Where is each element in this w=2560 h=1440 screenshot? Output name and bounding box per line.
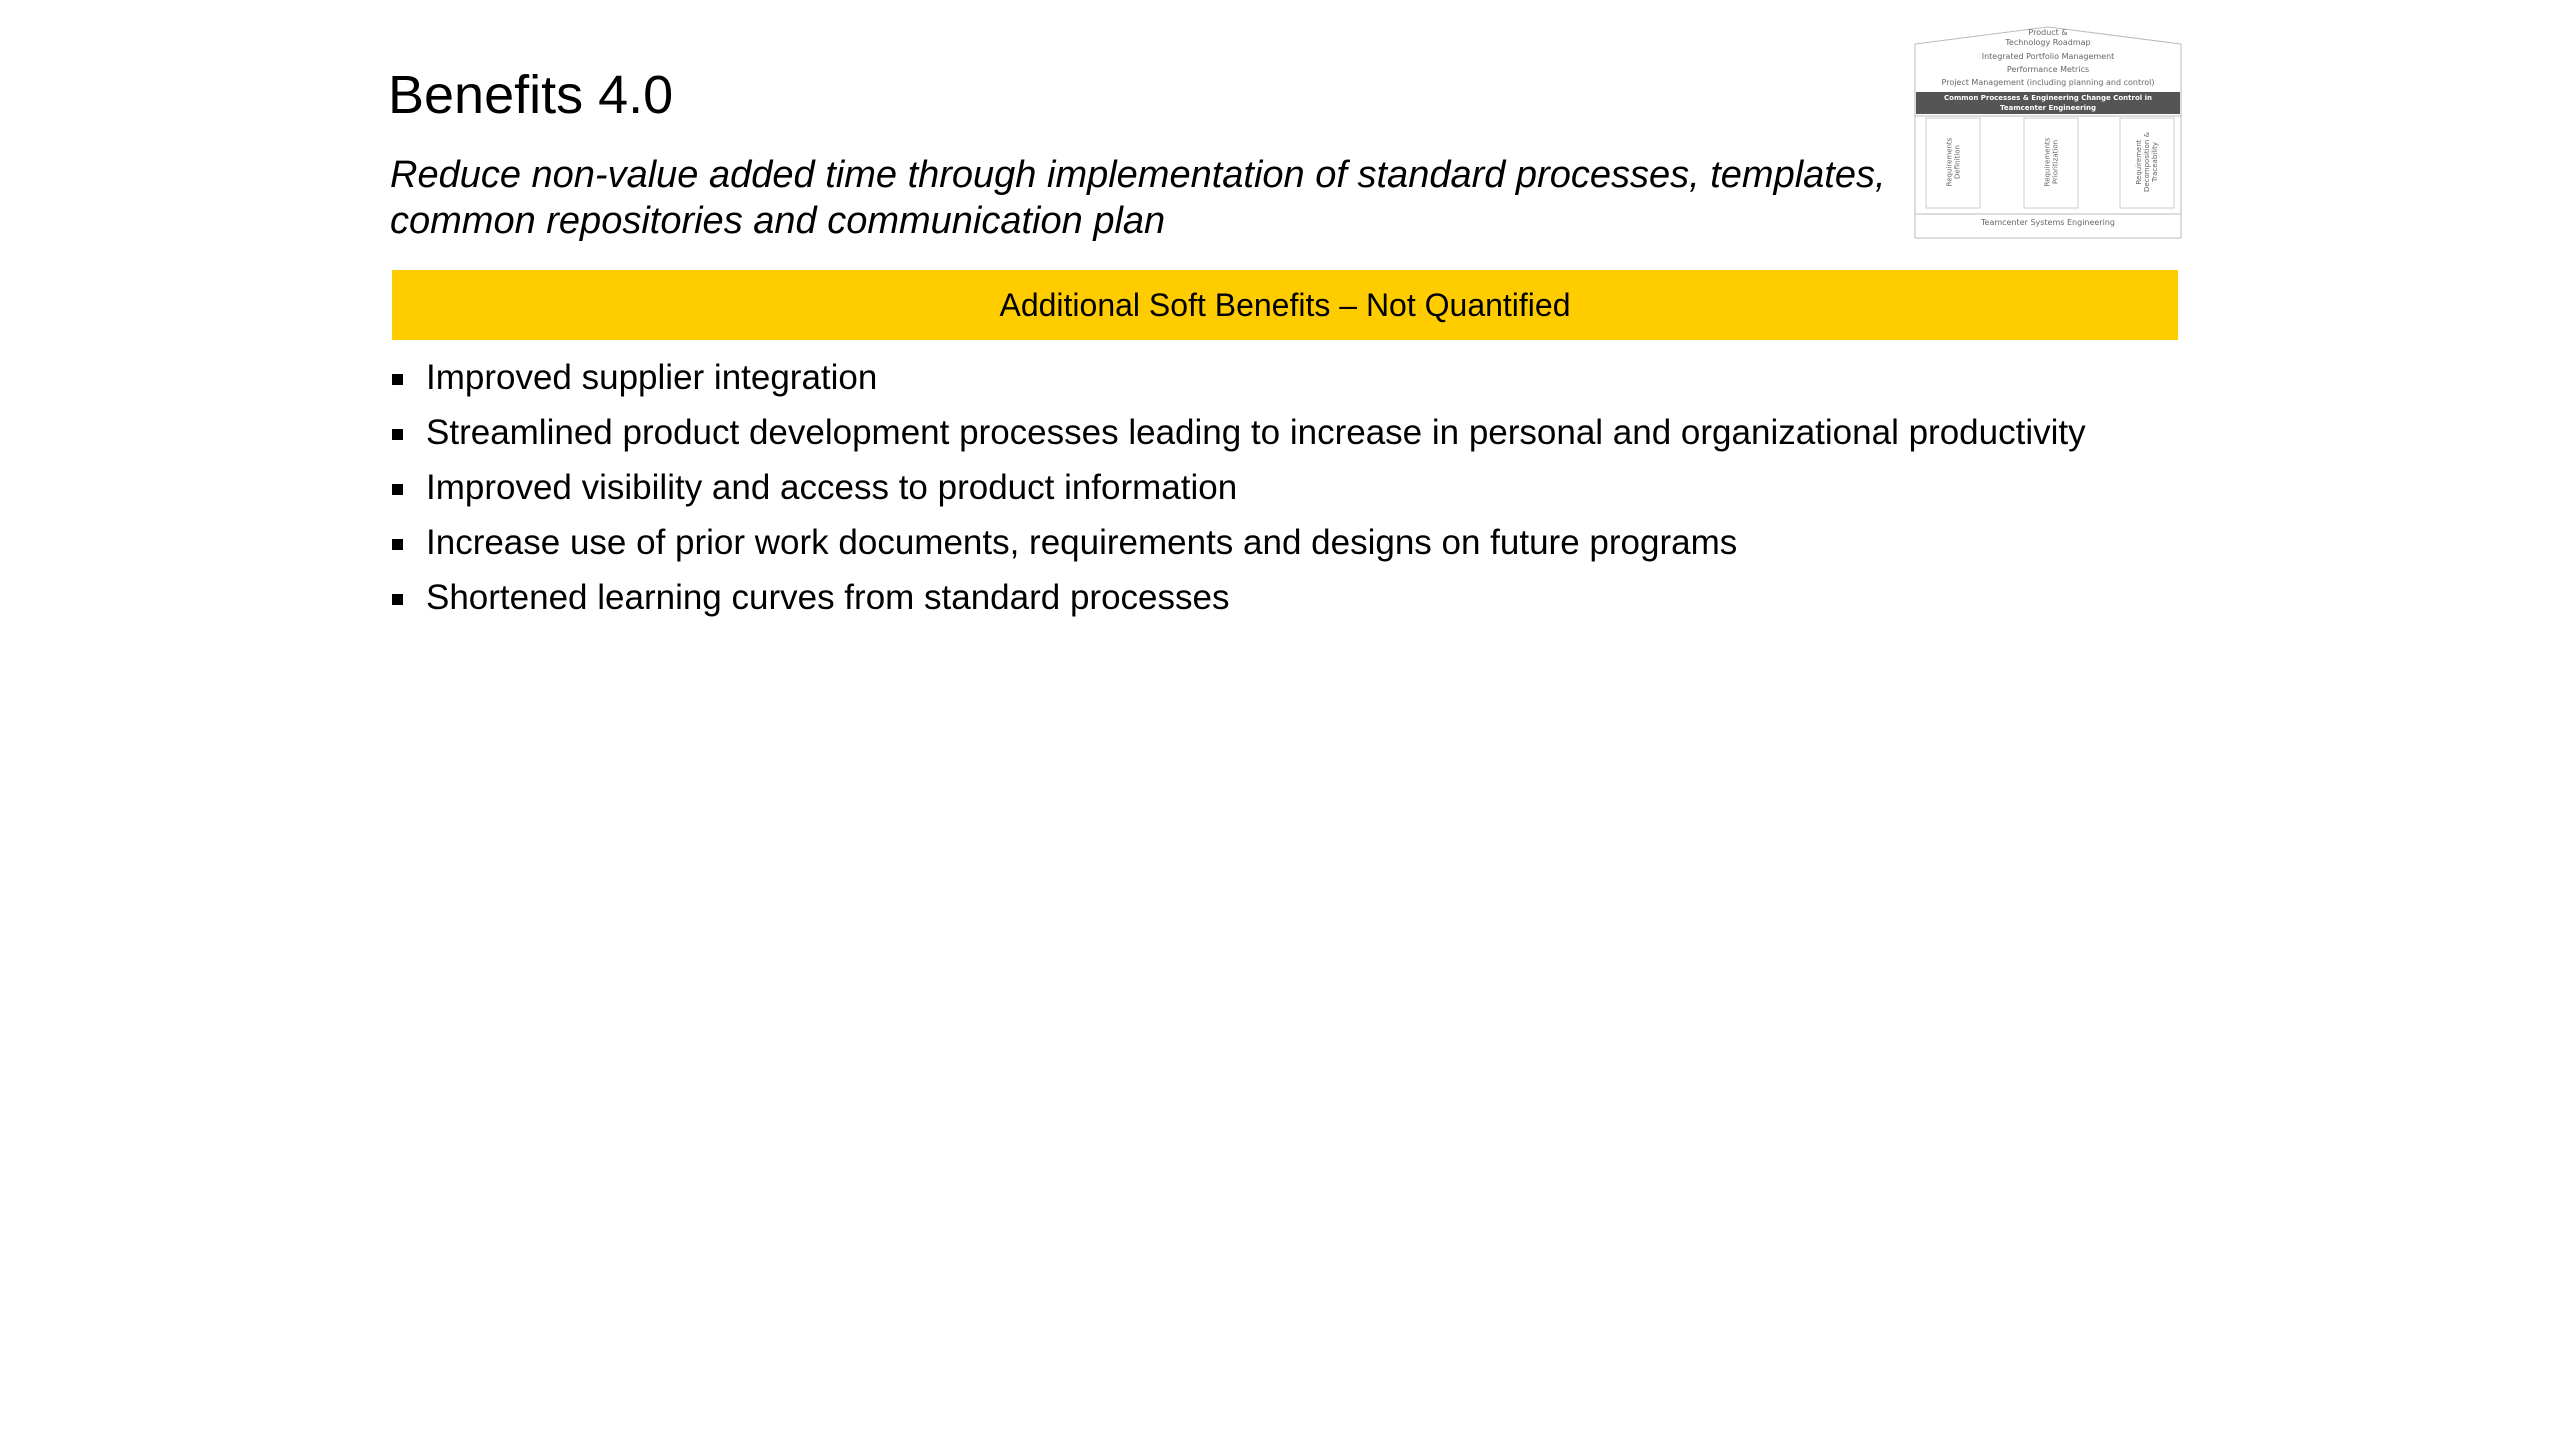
list-item xyxy=(390,460,2086,515)
bullet-square-icon xyxy=(392,594,403,605)
house-row-metrics: Performance Metrics xyxy=(2006,65,2090,74)
house-base-label: Teamcenter Systems Engineering xyxy=(1981,218,2115,227)
slide-subtitle xyxy=(390,152,1900,244)
house-common-processes-band xyxy=(1916,92,2180,114)
house-roof-line-2: Technology Roadmap xyxy=(2005,38,2091,47)
bullet-square-icon xyxy=(392,539,403,550)
house-row-project-management: Project Management (including planning and control) xyxy=(1941,78,2155,87)
benefits-list xyxy=(390,350,2086,625)
list-item xyxy=(390,405,2086,460)
house-pillar-requirement-decomposition: Requirement Decomposition & Traceability xyxy=(2135,131,2159,193)
house-pillar-requirements-prioritization: Requirements Prioritization xyxy=(2043,137,2060,187)
list-item-text: Shortened learning curves from standard processes xyxy=(426,578,1230,617)
list-item xyxy=(390,570,2086,625)
subtitle-line-1: Reduce non-value added time through implementation of standard processes, templates, xyxy=(390,154,1886,196)
list-item-text: Improved visibility and access to product information xyxy=(426,468,1238,507)
house-diagram-thumbnail xyxy=(1914,26,2182,240)
list-item-text: Improved supplier integration xyxy=(426,358,878,397)
list-item-text: Streamlined product development processes leading to increase in personal and organizational productivity xyxy=(426,413,2086,452)
house-band-line-1: Common Processes & Engineering Change Control in xyxy=(1944,94,2152,102)
soft-benefits-banner: Additional Soft Benefits – Not Quantified xyxy=(392,270,2178,340)
bullet-square-icon xyxy=(392,374,403,385)
subtitle-line-2: common repositories and communication plan xyxy=(390,200,1166,242)
list-item xyxy=(390,515,2086,570)
house-roof-line-1: Product & xyxy=(2028,28,2068,37)
house-band-line-2: Teamcenter Engineering xyxy=(2000,104,2096,112)
slide-title: Benefits 4.0 xyxy=(388,65,674,125)
list-item xyxy=(390,350,2086,405)
house-row-portfolio: Integrated Portfolio Management xyxy=(1981,52,2115,61)
house-pillar-requirements-definition: Requirements Definition xyxy=(1945,137,1962,187)
list-item-text: Increase use of prior work documents, requirements and designs on future programs xyxy=(426,523,1738,562)
bullet-square-icon xyxy=(392,484,403,495)
bullet-square-icon xyxy=(392,429,403,440)
